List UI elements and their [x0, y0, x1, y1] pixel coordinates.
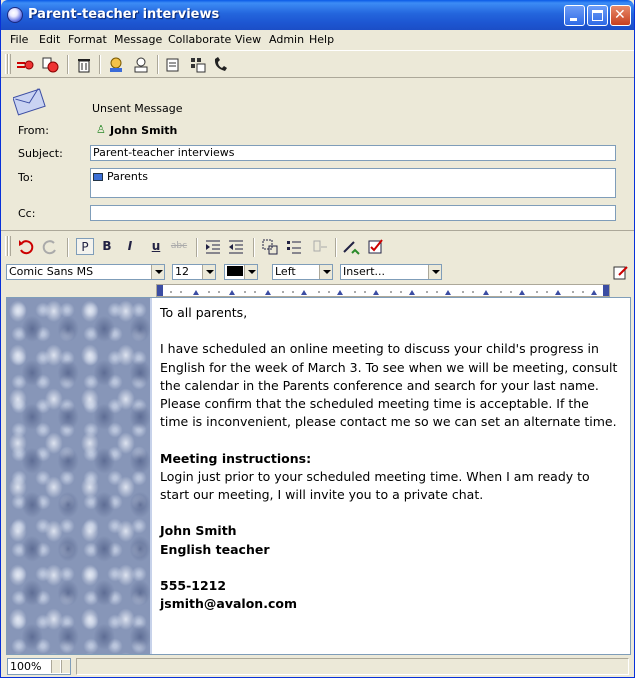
redo-icon — [41, 238, 59, 256]
chevron-down-icon — [202, 265, 215, 279]
to-label: To: — [18, 171, 34, 184]
to-recipient[interactable]: Parents — [107, 170, 148, 183]
background-pattern — [7, 298, 150, 655]
menu-help[interactable]: Help — [309, 33, 335, 46]
ruler[interactable] — [156, 284, 610, 297]
status-panel — [76, 658, 629, 675]
menu-format[interactable]: Format — [68, 33, 107, 46]
strikethrough-button: abc — [170, 241, 188, 251]
signature-title: English teacher — [160, 541, 270, 557]
cc-label: Cc: — [18, 207, 36, 220]
message-header — [1, 79, 634, 229]
app-icon — [7, 7, 23, 23]
insert-select[interactable]: Insert... — [340, 264, 442, 280]
font-select[interactable]: Comic Sans MS — [6, 264, 165, 280]
message-status: Unsent Message — [92, 102, 183, 115]
menu-edit[interactable]: Edit — [39, 33, 61, 46]
address-book-icon[interactable] — [107, 56, 125, 74]
edit-icon[interactable] — [613, 264, 629, 280]
margin-line — [150, 298, 152, 655]
cc-field[interactable] — [90, 205, 616, 221]
maximize-button[interactable] — [587, 5, 608, 26]
signature-phone: 555-1212 — [160, 577, 227, 593]
format-toolbar — [1, 230, 634, 260]
signature-name: John Smith — [160, 523, 237, 539]
zoom-control[interactable]: 100% — [7, 658, 71, 675]
options-icon[interactable] — [189, 56, 207, 74]
status-bar — [1, 656, 634, 677]
user-icon: ♙ — [96, 123, 106, 136]
chevron-down-icon — [428, 265, 441, 279]
align-select[interactable]: Left — [272, 264, 333, 280]
list-icon[interactable] — [285, 238, 303, 256]
subject-label: Subject: — [18, 147, 63, 160]
signature-email: jsmith@avalon.com — [160, 596, 297, 612]
menu-message[interactable]: Message — [114, 33, 163, 46]
font-toolbar — [1, 262, 634, 283]
message-editor[interactable] — [6, 297, 631, 655]
window-title: Parent-teacher interviews — [28, 7, 220, 22]
italic-button[interactable]: I — [127, 239, 133, 253]
chevron-down-icon — [151, 265, 164, 279]
menu-admin[interactable]: Admin — [269, 33, 305, 46]
group-icon — [93, 173, 103, 181]
size-select[interactable]: 12 — [172, 264, 216, 280]
instructions-heading: Meeting instructions: — [160, 450, 312, 466]
subject-field[interactable]: Parent-teacher interviews — [90, 145, 616, 161]
message-body[interactable] — [160, 304, 620, 613]
attach-icon[interactable] — [164, 56, 182, 74]
color-select[interactable] — [224, 264, 258, 280]
instructions-text: Login just prior to your scheduled meeting time. When I am ready to start our meeting, I will invite you to a private chat. — [160, 468, 590, 502]
link-icon — [311, 238, 329, 256]
title-bar — [1, 0, 634, 30]
send-later-icon[interactable] — [41, 56, 59, 74]
undo-icon[interactable] — [17, 238, 35, 256]
bold-button[interactable]: B — [102, 239, 112, 253]
indent-icon[interactable] — [204, 238, 222, 256]
plain-text-button[interactable]: P — [76, 238, 94, 255]
delete-icon[interactable] — [75, 56, 93, 74]
spell-check-icon[interactable] — [342, 238, 360, 256]
check-names-icon[interactable] — [132, 56, 150, 74]
chevron-down-icon — [319, 265, 332, 279]
outdent-icon[interactable] — [227, 238, 245, 256]
call-icon[interactable] — [212, 56, 230, 74]
ruler-ticks — [157, 285, 609, 296]
from-value: John Smith — [110, 124, 178, 137]
color-swatch — [227, 266, 243, 276]
envelope-icon — [13, 83, 47, 117]
table-icon[interactable] — [261, 238, 279, 256]
chevron-down-icon[interactable] — [51, 660, 60, 673]
menu-view[interactable]: View — [235, 33, 262, 46]
minimize-button[interactable] — [564, 5, 585, 26]
main-toolbar — [1, 50, 634, 78]
from-label: From: — [18, 124, 49, 137]
menu-bar — [1, 30, 634, 49]
spinner-icon[interactable] — [61, 660, 70, 673]
chevron-down-icon — [244, 265, 257, 279]
underline-button[interactable]: u — [151, 239, 161, 253]
greeting: To all parents, — [160, 305, 248, 320]
to-field[interactable] — [90, 168, 616, 198]
check-icon[interactable] — [367, 238, 385, 256]
menu-file[interactable]: File — [10, 33, 29, 46]
menu-collaborate[interactable]: Collaborate — [168, 33, 232, 46]
send-icon[interactable] — [16, 56, 34, 74]
body-paragraph: I have scheduled an online meeting to discuss your child's progress in English for the week of March 3. To see when we will be meeting, consult the calendar in the Parents conference and search for your last name. Please confirm that the scheduled meeting time is acceptable. If the time is inconvenient, please contact me so we can set an alternate time. — [160, 341, 618, 430]
close-button[interactable]: ✕ — [610, 5, 631, 26]
